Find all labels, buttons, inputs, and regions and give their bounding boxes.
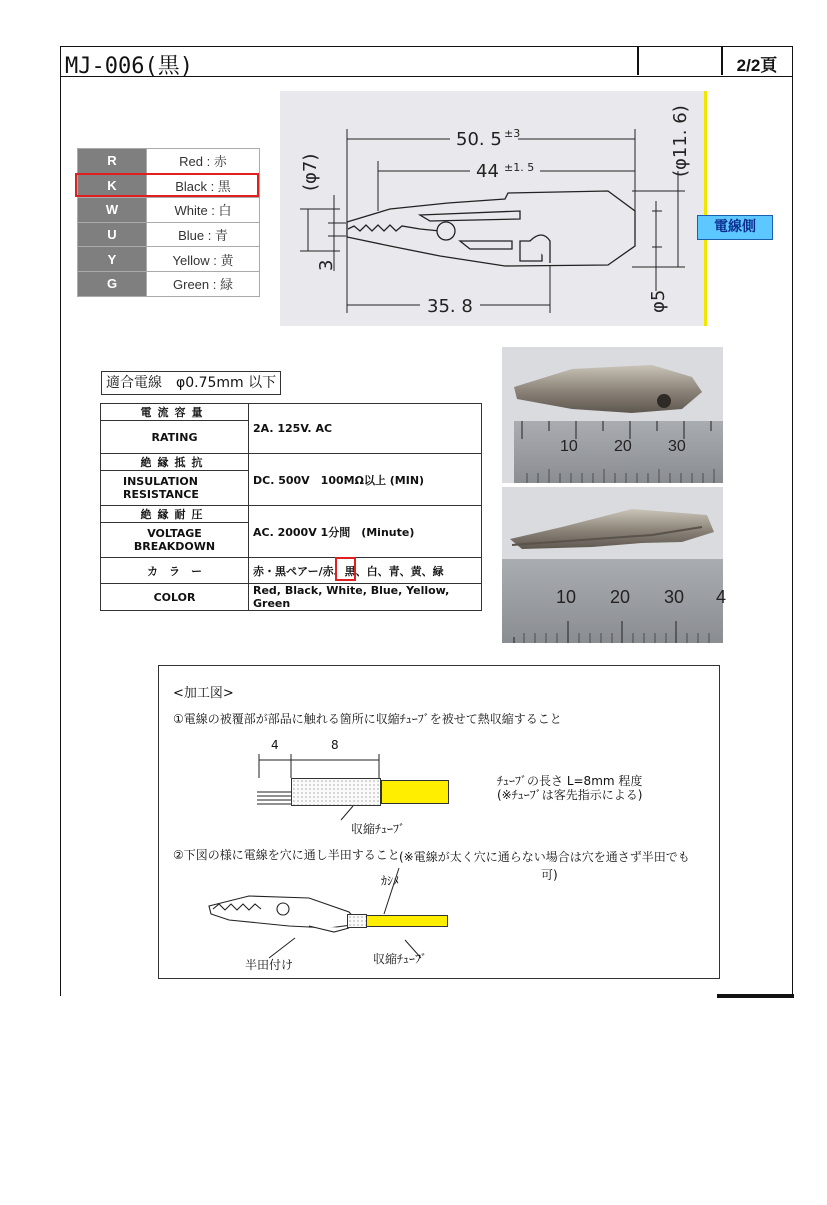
ruler-label: 10 bbox=[556, 587, 577, 607]
product-photo-bottom bbox=[502, 487, 727, 643]
dim-overall-tol: ±3 bbox=[504, 127, 521, 140]
dimension-drawing bbox=[280, 91, 706, 326]
shrink-tube-small bbox=[347, 914, 367, 928]
color-code: G bbox=[78, 271, 147, 296]
spec-table bbox=[100, 403, 482, 611]
spec-label-jp: カ ラ ー bbox=[101, 558, 249, 584]
spec-value: 2A. 125V. AC bbox=[249, 404, 482, 454]
color-code-row bbox=[78, 247, 260, 272]
spec-row-insulation-jp bbox=[101, 454, 482, 471]
solder-label: 半田付け bbox=[245, 958, 294, 972]
spec-row-color-jp bbox=[101, 558, 482, 584]
color-code: R bbox=[78, 149, 147, 174]
tube-label: 収縮ﾁｭｰﾌﾞ bbox=[351, 822, 406, 836]
ruler-label: 10 bbox=[560, 438, 578, 455]
wire-side-label: 電線側 bbox=[697, 215, 773, 240]
color-code: Y bbox=[78, 247, 147, 272]
drawing-edge-mark bbox=[704, 91, 707, 326]
clip-photo-svg bbox=[502, 487, 727, 643]
color-name: Yellow : 黄 bbox=[147, 247, 260, 272]
dim-mid-text: 44 bbox=[476, 161, 499, 182]
processing-title: <加工図> bbox=[173, 686, 234, 701]
color-code-row bbox=[78, 271, 260, 296]
color-code-row bbox=[78, 198, 260, 223]
ruler-label: 30 bbox=[664, 587, 685, 607]
product-photo-top bbox=[502, 347, 723, 483]
tube-note-1: ﾁｭｰﾌﾞの長さ L=8mm 程度 bbox=[497, 774, 643, 788]
yellow-wire-2 bbox=[366, 915, 448, 927]
tube-note-2: (※ﾁｭｰﾌﾞは客先指示による) bbox=[497, 788, 643, 802]
color-name: Green : 緑 bbox=[147, 271, 260, 296]
yellow-wire bbox=[381, 780, 449, 804]
dim-phi5-text: φ5 bbox=[648, 289, 669, 313]
bottom-rule bbox=[717, 994, 794, 998]
shrink-tube-block bbox=[291, 778, 381, 806]
color-code: U bbox=[78, 222, 147, 247]
spec-label-en: COLOR bbox=[101, 584, 249, 611]
spec-label-jp: 絶縁耐圧 bbox=[101, 506, 249, 523]
dim-phi7-text: (φ7) bbox=[300, 153, 321, 191]
spec-row-rating-jp bbox=[101, 404, 482, 421]
title-bar bbox=[60, 46, 793, 77]
page-number: 2/2頁 bbox=[736, 56, 778, 75]
processing-step-1: ①電線の被覆部が部品に触れる箇所に収縮ﾁｭｰﾌﾞを被せて熱収縮すること bbox=[173, 712, 562, 726]
selected-color-highlight bbox=[75, 173, 259, 197]
dim-lower-text: 35. 8 bbox=[427, 296, 473, 317]
ruler-label: 20 bbox=[614, 438, 632, 455]
title-divider bbox=[637, 47, 639, 75]
color-name: Red : 赤 bbox=[147, 149, 260, 174]
tube-label-2: 収縮ﾁｭｰﾌﾞ bbox=[373, 952, 428, 966]
processing-step-2: ②下図の様に電線を穴に通し半田すること bbox=[173, 848, 400, 862]
clip-dimension-svg bbox=[280, 91, 706, 326]
spec-label-en: VOLTAGE BREAKDOWN bbox=[101, 523, 249, 558]
document-title: MJ-006(黒) bbox=[65, 54, 193, 79]
processing-diagram-box bbox=[158, 665, 720, 979]
color-code: W bbox=[78, 198, 147, 223]
spec-value: 赤・黒ペアー/赤、黒、白、青、黄、緑 bbox=[249, 558, 482, 584]
spec-value: Red, Black, White, Blue, Yellow, Green bbox=[249, 584, 482, 611]
ruler-label: 30 bbox=[668, 438, 686, 455]
applicable-wire: 適合電線 φ0.75mm 以下 bbox=[101, 371, 281, 395]
dim-mid-tol: ±1. 5 bbox=[504, 161, 535, 174]
color-code: K bbox=[78, 173, 147, 198]
step-2-note-1: (※電線が太く穴に通らない場合は穴を通さず半田でも bbox=[399, 850, 690, 864]
spec-row-color-en bbox=[101, 584, 482, 611]
color-value-highlight bbox=[335, 557, 356, 581]
color-code-row bbox=[78, 149, 260, 174]
title-divider bbox=[721, 47, 723, 75]
spec-row-voltage-jp bbox=[101, 506, 482, 523]
spec-label-jp: 絶縁抵抗 bbox=[101, 454, 249, 471]
spec-label-jp: 電流容量 bbox=[101, 404, 249, 421]
spec-value: DC. 500V 100MΩ以上 (MIN) bbox=[249, 454, 482, 506]
step-2-note-2: 可) bbox=[541, 868, 558, 882]
dim-phi116-text: (φ11. 6) bbox=[670, 105, 691, 177]
color-name: White : 白 bbox=[147, 198, 260, 223]
kashime-label: ｶｼﾒ bbox=[381, 874, 400, 888]
ruler-label: 4 bbox=[716, 587, 727, 607]
color-name: Blue : 青 bbox=[147, 222, 260, 247]
spec-label-en: INSULATION RESISTANCE bbox=[101, 471, 249, 506]
clip-photo-svg bbox=[502, 347, 723, 483]
dim-overall-text: 50. 5 bbox=[456, 129, 502, 150]
color-code-table bbox=[77, 148, 260, 297]
color-name: Black : 黒 bbox=[147, 173, 260, 198]
color-code-row bbox=[78, 222, 260, 247]
spec-value: AC. 2000V 1分間 (Minute) bbox=[249, 506, 482, 558]
dim-3-text: 3 bbox=[316, 259, 337, 271]
dim-8-label: 8 bbox=[331, 738, 339, 752]
dim-4-label: 4 bbox=[271, 738, 279, 752]
ruler-label: 20 bbox=[610, 587, 631, 607]
spec-label-en: RATING bbox=[101, 421, 249, 454]
